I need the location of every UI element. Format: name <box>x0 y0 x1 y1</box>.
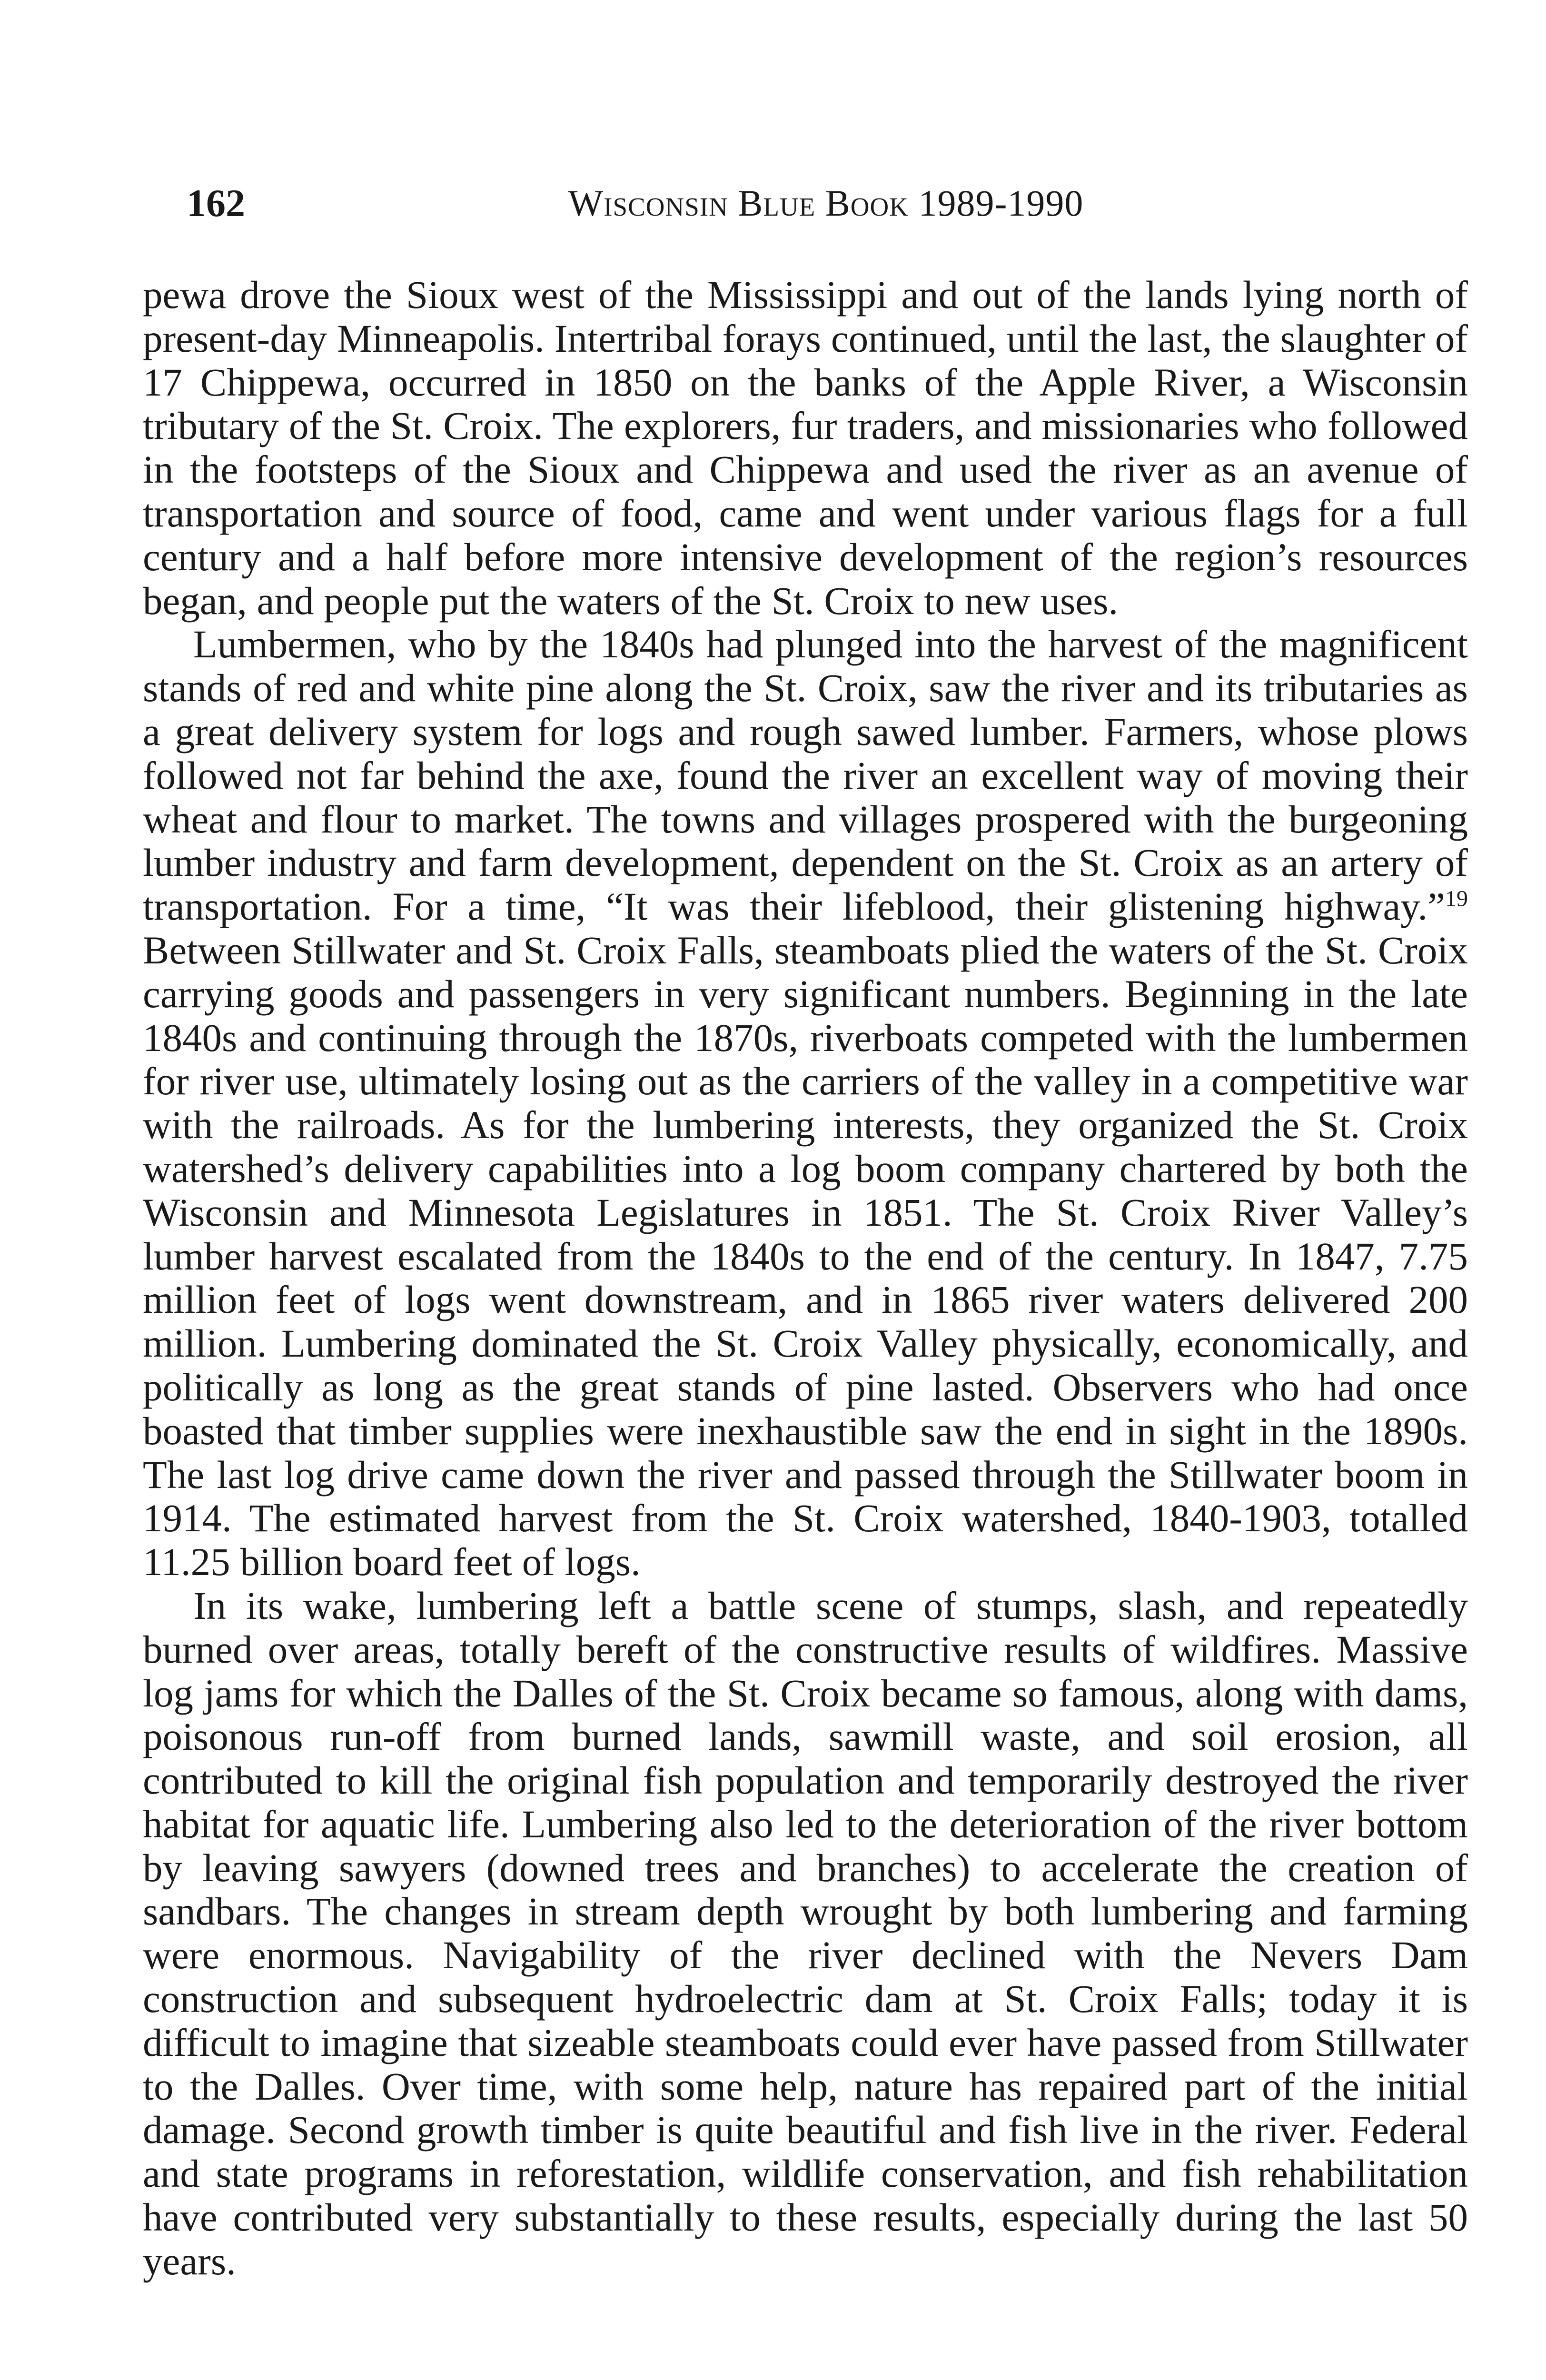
page-number: 162 <box>187 181 245 225</box>
paragraph-lumbermen <box>143 623 1468 1584</box>
body-text <box>143 273 1468 2283</box>
paragraph-continued: pewa drove the Sioux west of the Mississippi and out of the lands lying north of present-day Minneapolis. Intertribal forays continued, until the last, the slaughter of 17 Chippewa, occurred in 1850 on the banks of the Apple River, a Wisconsin tributary of the St. Croix. The explorers, fur traders, and missionaries who followed in the footsteps of the Sioux and Chippewa and used the river as an avenue of transportation and source of food, came and went under various flags for a full century and a half before more intensive development of the region’s resources began, and people put the waters of the St. Croix to new uses. <box>143 273 1468 623</box>
paragraph-text-before-note: Lumbermen, who by the 1840s had plunged into the harvest of the magnificent stands of red and white pine along the St. Croix, saw the river and its tributaries as a great delivery system for logs and rough sawed lumber. Farmers, whose plows followed not far behind the axe, found the river an excellent way of moving their wheat and flour to market. The towns and villages prospered with the burgeoning lumber industry and farm development, dependent on the St. Croix as an artery of transportation. For a time, “It was their lifeblood, their glistening highway.” <box>143 622 1468 929</box>
running-title: Wisconsin Blue Book 1989-1990 <box>568 182 1084 224</box>
paragraph-in-its-wake: In its wake, lumbering left a battle scene of stumps, slash, and repeatedly burned over areas, totally bereft of the constructive results of wildfires. Massive log jams for which the Dalles of the St. Croix became so famous, along with dams, poisonous run-off from burned lands, sawmill waste, and soil erosion, all contributed to kill the original fish population and temporarily destroyed the river habitat for aquatic life. Lumbering also led to the deterioration of the river bottom by leaving sawyers (downed trees and branches) to accelerate the creation of sandbars. The changes in stream depth wrought by both lumbering and farming were enormous. Navigability of the river declined with the Nevers Dam construction and subsequent hydroelectric dam at St. Croix Falls; today it is difficult to imagine that sizeable steamboats could ever have passed from Stillwater to the Dalles. Over time, with some help, nature has repaired part of the initial damage. Second growth timber is quite beautiful and fish live in the river. Federal and state programs in reforestation, wildlife conservation, and fish rehabilitation have contributed very substantially to these results, especially during the last 50 years. <box>143 1583 1468 2283</box>
running-head <box>187 177 1465 229</box>
paragraph-text-after-note: Between Stillwater and St. Croix Falls, steamboats plied the waters of the St. Croix carrying goods and passengers in very significant numbers. Beginning in the late 1840s and continuing through the 1870s, riverboats competed with the lumbermen for river use, ultimately losing out as the carriers of the valley in a competitive war with the railroads. As for the lumbering interests, they organized the St. Croix watershed’s delivery capabilities into a log boom company chartered by both the Wisconsin and Minnesota Legislatures in 1851. The St. Croix River Valley’s lumber harvest escalated from the 1840s to the end of the century. In 1847, 7.75 million feet of logs went downstream, and in 1865 river waters delivered 200 million. Lumbering dominated the St. Croix Valley physically, economically, and politically as long as the great stands of pine lasted. Observers who had once boasted that timber supplies were inexhaustible saw the end in sight in the 1890s. The last log drive came down the river and passed through the Stillwater boom in 1914. The estimated harvest from the St. Croix watershed, 1840-1903, totalled 11.25 billion board feet of logs. <box>143 928 1468 1584</box>
footnote-reference: 19 <box>1445 886 1468 912</box>
